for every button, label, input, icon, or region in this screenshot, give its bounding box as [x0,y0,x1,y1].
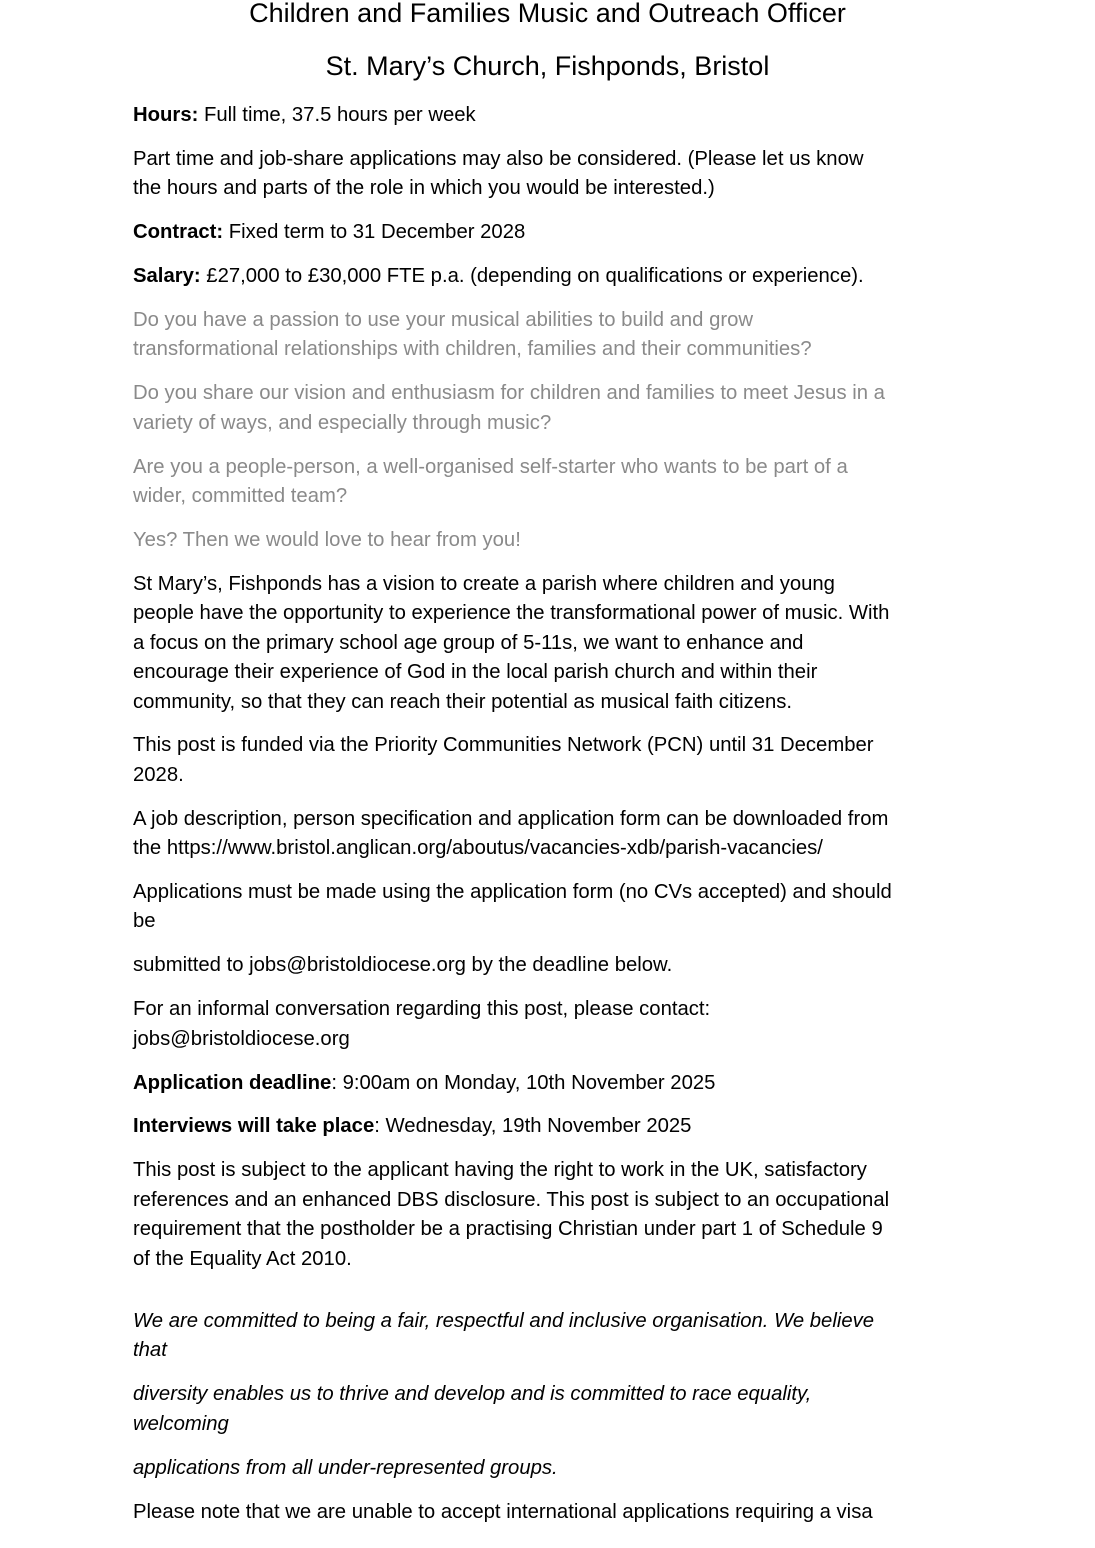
conditions-line-4: of the Equality Act 2010. [133,1247,352,1270]
salary-paragraph [133,262,965,291]
contact-line-1: For an informal conversation regarding this post, please contact: [133,998,711,1021]
conditions-line-2: references and an enhanced DBS disclosure. This post is subject to an occupational [133,1188,890,1211]
inclusion-paragraph-1 [133,1307,965,1366]
contact-email[interactable]: jobs@bristoldiocese.org [133,1027,350,1050]
job-title: Children and Families Music and Outreach Officer [249,0,846,28]
vision-line-5: community, so that they can reach their potential as musical faith citizens. [133,690,793,713]
deadline-label: Application deadline [133,1071,332,1094]
deadline-paragraph [133,1069,965,1098]
contract-paragraph [133,218,965,247]
applications-line-2: be [133,910,156,933]
conditions-paragraph [133,1156,965,1274]
document-body [133,101,965,1527]
visa-note: Please note that we are unable to accept international applications requiring a visa [133,1500,873,1523]
church-name: St. Mary’s Church, Fishponds, Bristol [325,51,770,81]
download-line-1: A job description, person specification and application form can be downloaded from [133,807,889,830]
download-link[interactable]: the https://www.bristol.anglican.org/aboutus/vacancies-xdb/parish-vacancies/ [133,837,823,860]
interviews-value: : Wednesday, 19th November 2025 [374,1115,692,1138]
download-paragraph [133,805,965,864]
deadline-value: : 9:00am on Monday, 10th November 2025 [331,1071,716,1094]
applications-line-1: Applications must be made using the application form (no CVs accepted) and should [133,881,892,904]
interviews-label: Interviews will take place [133,1115,375,1138]
question-vision-line-2: variety of ways, and especially through music? [133,411,552,434]
question-vision [133,379,965,438]
contact-paragraph [133,995,965,1054]
part-time-paragraph [133,145,965,204]
funding-paragraph [133,731,965,790]
contract-value: Fixed term to 31 December 2028 [223,221,526,244]
vision-line-1: St Mary’s, Fishponds has a vision to create a parish where children and young [133,572,835,595]
question-passion-line-1: Do you have a passion to use your musical abilities to build and grow [133,309,754,332]
funding-line-2: 2028. [133,763,184,786]
conditions-line-1: This post is subject to the applicant having the right to work in the UK, satisfactory [133,1159,867,1182]
hours-label: Hours: [133,104,199,126]
vision-line-4: encourage their experience of God in the local parish church and within their [133,661,818,684]
question-people-person [133,453,965,512]
part-time-line-2: the hours and parts of the role in which you would be interested.) [133,177,715,200]
contract-label: Contract: [133,221,224,244]
submitted-paragraph: submitted to jobs@bristoldiocese.org by the deadline below. [133,954,673,977]
vision-line-2: people have the opportunity to experience the transformational power of music. With [133,602,890,625]
interviews-paragraph [133,1112,965,1141]
question-people-line-1: Are you a people-person, a well-organised self-starter who wants to be part of a [133,455,848,478]
salary-label: Salary: [133,265,201,288]
inclusion-2-line-2: welcoming [133,1412,229,1435]
hours-value: Full time, 37.5 hours per week [198,104,476,126]
question-passion [133,306,965,365]
vision-paragraph [133,570,965,717]
conditions-line-3: requirement that the postholder be a practising Christian under part 1 of Schedule 9 [133,1218,883,1241]
funding-line-1: This post is funded via the Priority Communities Network (PCN) until 31 December [133,734,874,757]
question-people-line-2: wider, committed team? [133,485,348,508]
applications-paragraph [133,878,965,937]
vision-line-3: a focus on the primary school age group of 5-11s, we want to enhance and [133,631,804,654]
salary-value: £27,000 to £30,000 FTE p.a. (depending on qualifications or experience). [200,265,864,288]
inclusion-2-line-1: diversity enables us to thrive and develop and is committed to race equality, [133,1383,812,1406]
answer-line: Yes? Then we would love to hear from you! [133,528,521,551]
hours-paragraph [133,101,965,130]
inclusion-paragraph-3: applications from all under-represented groups. [133,1456,558,1479]
part-time-line-1: Part time and job-share applications may also be considered. (Please let us know [133,147,864,170]
question-passion-line-2: transformational relationships with children, families and their communities? [133,338,812,361]
inclusion-1-line-1: We are committed to being a fair, respectful and inclusive organisation. We believe [133,1310,875,1332]
inclusion-paragraph-2 [133,1380,965,1439]
inclusion-1-line-2: that [133,1339,167,1362]
question-vision-line-1: Do you share our vision and enthusiasm for children and families to meet Jesus in a [133,382,885,405]
